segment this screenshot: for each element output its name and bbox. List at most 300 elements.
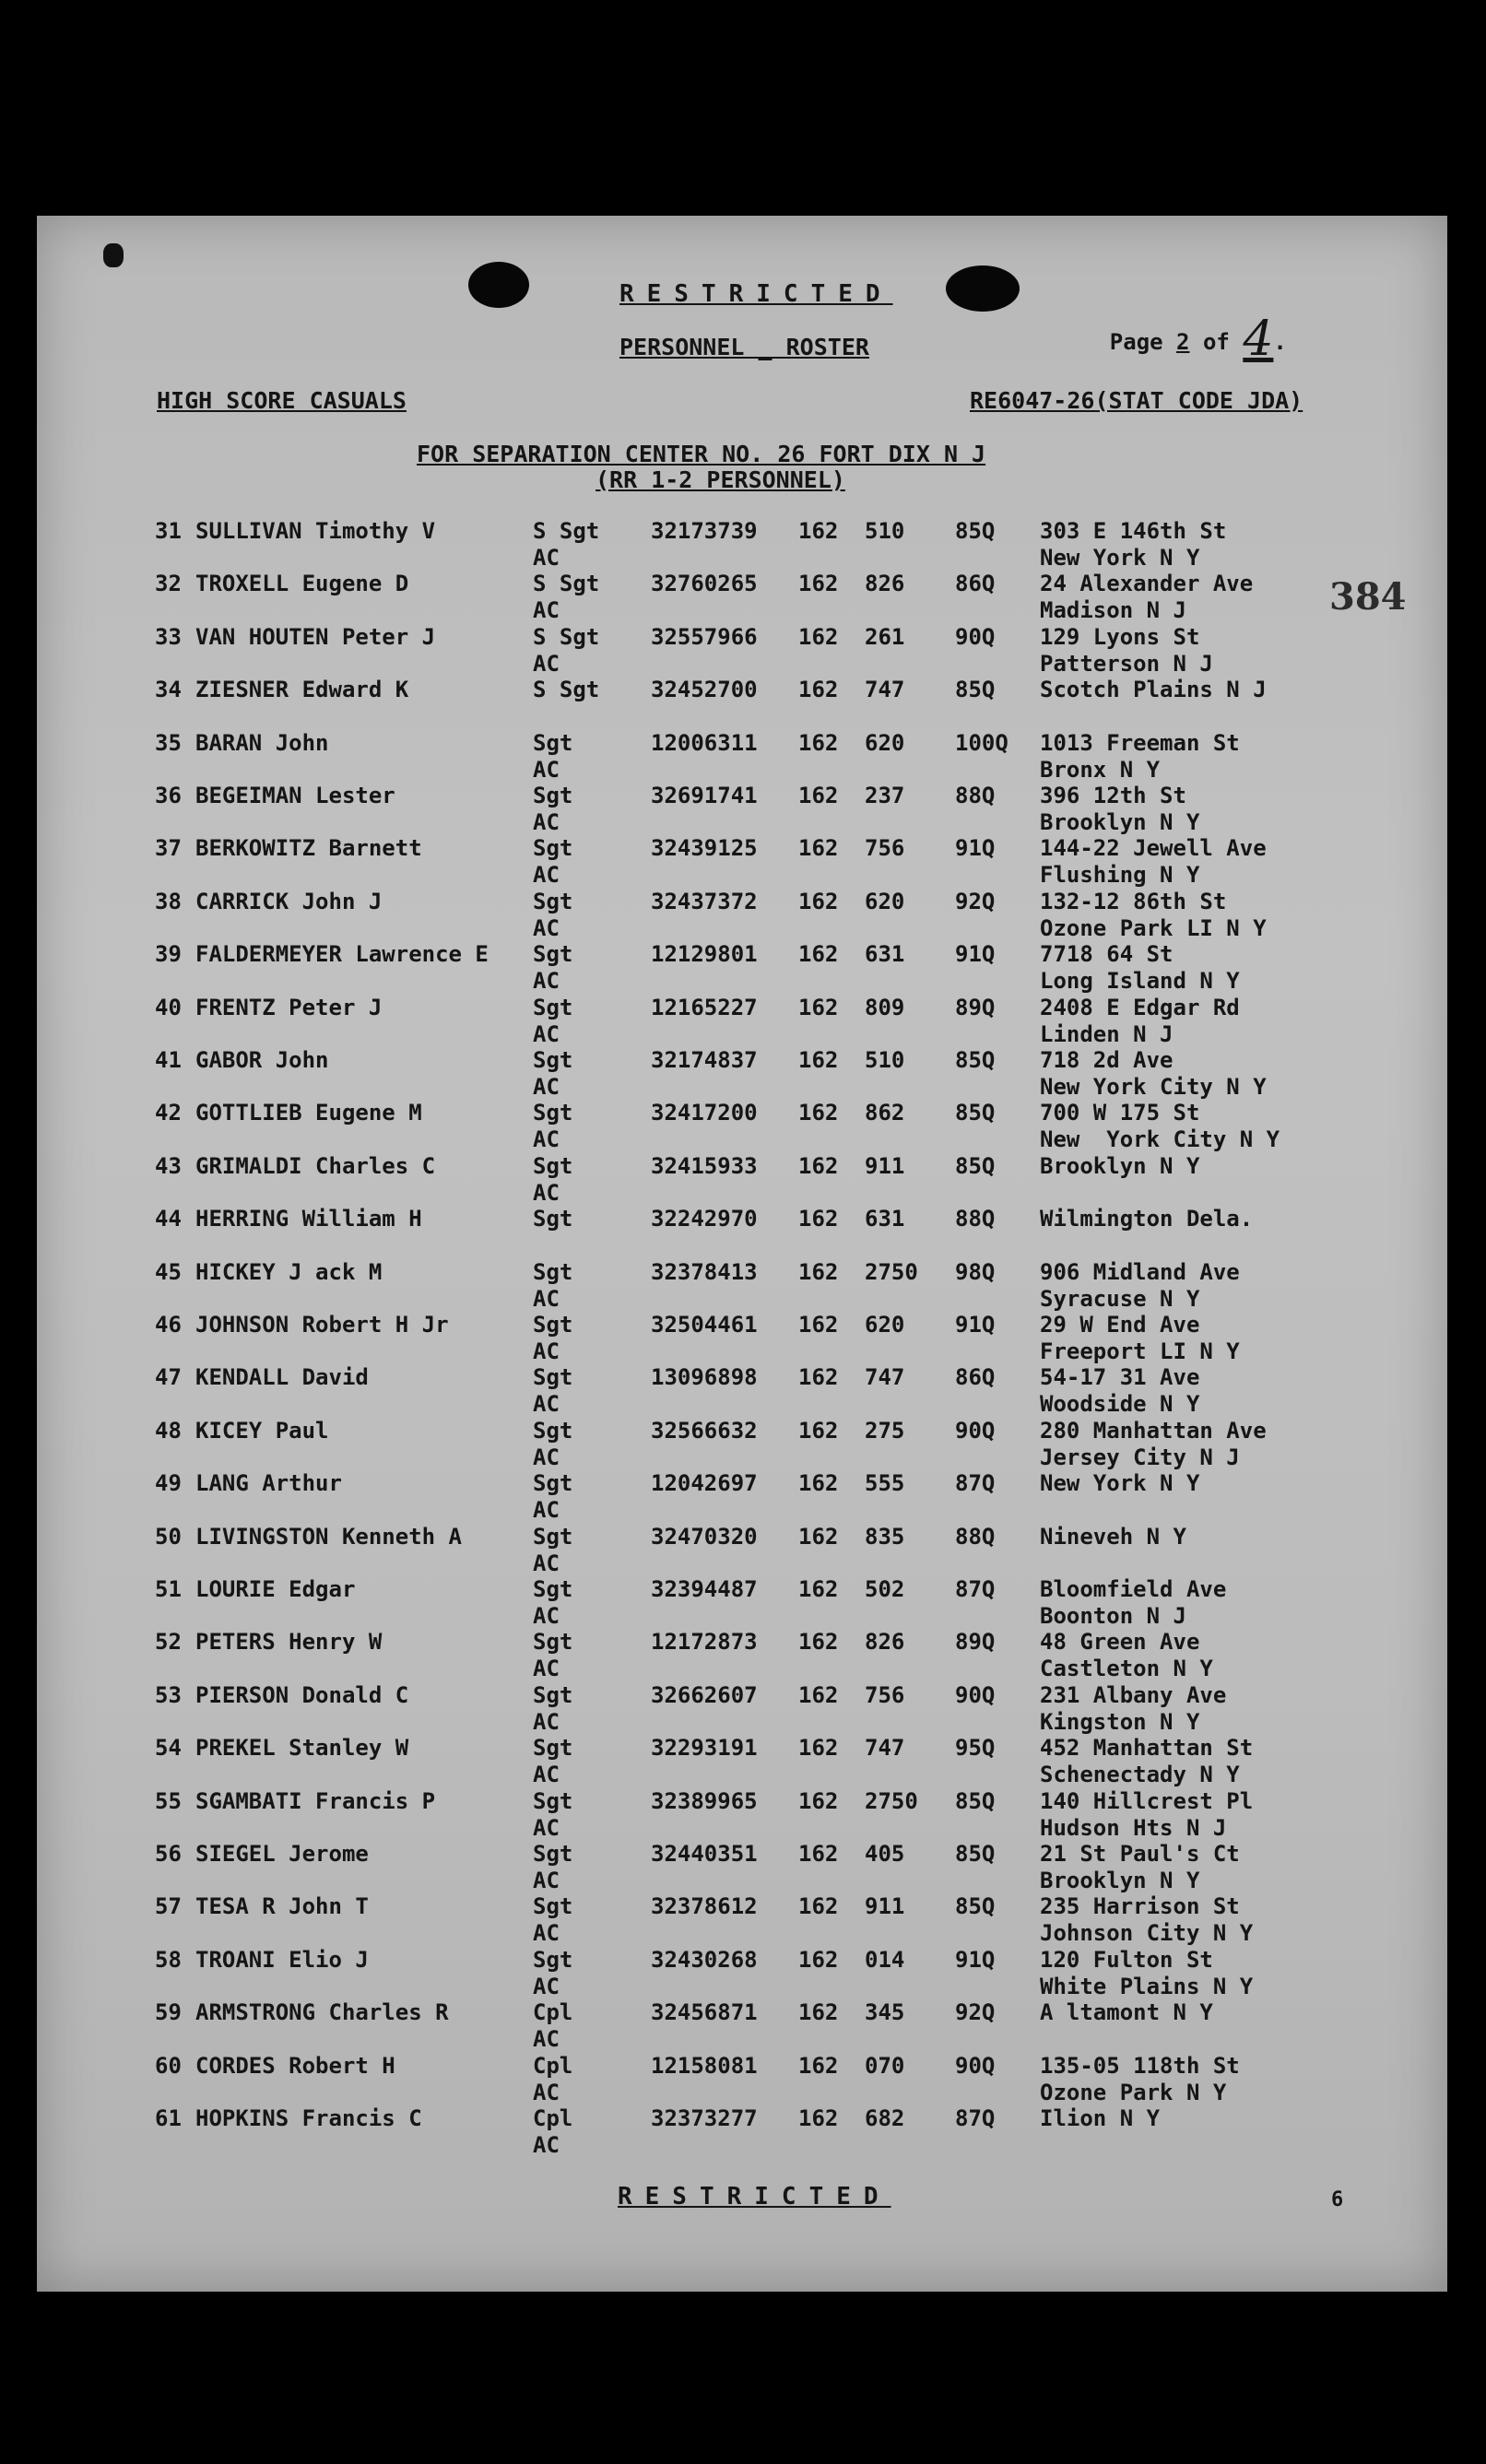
address-line-1: 231 Albany Ave [1040,1681,1227,1708]
row-number: 52 [155,1629,182,1656]
soldier-name: HICKEY J ack M [195,1258,383,1285]
row-number: 31 [155,518,182,544]
soldier-name: ARMSTRONG Charles R [195,1999,449,2026]
serial-number: 32394487 [651,1576,758,1602]
branch: AC [533,1338,560,1364]
row-number: 50 [155,1523,182,1550]
address-line-1: 700 W 175 St [1040,1100,1200,1126]
serial-number: 32557966 [651,623,758,650]
table-row [37,624,1447,677]
code-b: 555 [865,1470,905,1497]
serial-number: 32174837 [651,1047,758,1073]
soldier-name: SGAMBATI Francis P [195,1787,436,1814]
grade: Cpl [533,1999,573,2026]
address-line-1: Ilion N Y [1040,2105,1161,2131]
code-b: 237 [865,783,905,808]
table-row [37,1312,1447,1364]
score: 86Q [955,571,996,597]
score: 92Q [955,888,996,914]
grade: Sgt [533,1364,573,1391]
serial-number: 32378612 [651,1893,758,1920]
grade: Sgt [533,888,573,914]
table-row [37,1893,1447,1946]
serial-number: 32173739 [651,518,758,544]
address-line-1: Scotch Plains N J [1040,677,1267,703]
table-row [37,1841,1447,1893]
row-number: 49 [155,1470,182,1497]
row-number: 35 [155,729,182,756]
serial-number: 32293191 [651,1735,758,1762]
score: 90Q [955,1681,996,1708]
score: 85Q [955,1841,996,1867]
code-b: 756 [865,835,905,862]
score: 91Q [955,835,996,862]
group-name: HIGH SCORE CASUALS [157,387,407,414]
address-line-2: Johnson City N Y [1040,1920,1254,1947]
serial-number: 32430268 [651,1946,758,1973]
code-a: 162 [798,1787,839,1814]
serial-number: 12129801 [651,941,758,968]
score: 88Q [955,1523,996,1550]
row-number: 54 [155,1735,182,1762]
table-row [37,1947,1447,1999]
code-b: 826 [865,571,905,597]
address-line-2: Kingston N Y [1040,1708,1200,1735]
score: 91Q [955,1312,996,1338]
row-number: 39 [155,941,182,968]
row-number: 51 [155,1576,182,1602]
row-number: 36 [155,783,182,808]
table-row [37,1259,1447,1312]
score: 85Q [955,1893,996,1920]
code-b: 014 [865,1946,905,1973]
serial-number: 12172873 [651,1629,758,1656]
address-line-2: Flushing N Y [1040,862,1200,889]
soldier-name: ZIESNER Edward K [195,677,409,703]
address-line-1: 906 Midland Ave [1040,1258,1240,1285]
branch: AC [533,1920,560,1947]
address-line-1: 396 12th St [1040,783,1186,808]
address-line-1: 452 Manhattan St [1040,1735,1254,1762]
code-b: 911 [865,1893,905,1920]
address-line-1: 21 St Paul's Ct [1040,1841,1240,1867]
address-line-2: New York N Y [1040,545,1200,571]
score: 89Q [955,1629,996,1656]
code-b: 620 [865,888,905,914]
branch: AC [533,650,560,677]
personnel-subtitle: (RR 1-2 PERSONNEL) [596,466,845,493]
row-number: 33 [155,623,182,650]
code-a: 162 [798,1841,839,1867]
table-row [37,1364,1447,1417]
address-line-1: 132-12 86th St [1040,888,1227,914]
code-a: 162 [798,1152,839,1179]
row-number: 46 [155,1312,182,1338]
soldier-name: LOURIE Edgar [195,1576,356,1602]
grade: Sgt [533,1100,573,1126]
grade: Sgt [533,994,573,1020]
soldier-name: BEGEIMAN Lester [195,783,395,808]
code-a: 162 [798,1999,839,2026]
address-line-2: White Plains N Y [1040,1973,1254,1999]
roster-title: PERSONNEL _ ROSTER [619,334,869,360]
grade: Sgt [533,1152,573,1179]
soldier-name: SULLIVAN Timothy V [195,518,436,544]
score: 85Q [955,1100,996,1126]
serial-number: 32566632 [651,1417,758,1444]
grade: Sgt [533,1629,573,1656]
grade: Sgt [533,729,573,756]
branch: AC [533,1603,560,1629]
code-b: 911 [865,1152,905,1179]
address-line-1: 2408 E Edgar Rd [1040,994,1240,1020]
reference-code: RE6047-26(STAT CODE JDA) [970,387,1303,414]
row-number: 43 [155,1152,182,1179]
code-b: 275 [865,1417,905,1444]
table-row [37,835,1447,888]
soldier-name: HOPKINS Francis C [195,2105,422,2131]
branch: AC [533,756,560,783]
page-label: Page [1109,329,1163,355]
grade: Sgt [533,1576,573,1602]
score: 85Q [955,1152,996,1179]
grade: S Sgt [533,518,600,544]
address-line-2: Long Island N Y [1040,968,1240,995]
code-b: 510 [865,1047,905,1073]
row-number: 42 [155,1100,182,1126]
row-number: 32 [155,571,182,597]
code-a: 162 [798,571,839,597]
grade: Cpl [533,2105,573,2131]
address-line-1: New York N Y [1040,1470,1200,1497]
soldier-name: PETERS Henry W [195,1629,383,1656]
grade: Sgt [533,1047,573,1073]
code-a: 162 [798,1576,839,1602]
footer-mark: 6 [1331,2188,1344,2211]
code-b: 747 [865,1364,905,1391]
branch: AC [533,1074,560,1100]
branch: AC [533,862,560,889]
address-line-1: 120 Fulton St [1040,1946,1213,1973]
table-row [37,518,1447,571]
serial-number: 12165227 [651,994,758,1020]
code-a: 162 [798,1312,839,1338]
grade: Sgt [533,1841,573,1867]
serial-number: 32452700 [651,677,758,703]
address-line-2: Ozone Park LI N Y [1040,914,1267,941]
grade: Cpl [533,2052,573,2079]
code-a: 162 [798,1523,839,1550]
branch: AC [533,1020,560,1047]
table-row [37,1524,1447,1576]
table-row [37,1206,1447,1258]
code-b: 620 [865,1312,905,1338]
address-line-2: Woodside N Y [1040,1391,1200,1418]
address-line-1: 135-05 118th St [1040,2052,1240,2079]
code-a: 162 [798,2052,839,2079]
soldier-name: BARAN John [195,729,329,756]
code-a: 162 [798,1206,839,1232]
table-row [37,2053,1447,2105]
document-page [37,216,1447,2292]
grade: Sgt [533,783,573,808]
row-number: 60 [155,2052,182,2079]
address-line-1: 7718 64 St [1040,941,1173,968]
serial-number: 32378413 [651,1258,758,1285]
table-row [37,1470,1447,1523]
soldier-name: FRENTZ Peter J [195,994,383,1020]
serial-number: 32437372 [651,888,758,914]
address-line-1: 54-17 31 Ave [1040,1364,1200,1391]
address-line-2: Boonton N J [1040,1603,1186,1629]
soldier-name: TROXELL Eugene D [195,571,409,597]
address-line-1: 48 Green Ave [1040,1629,1200,1656]
branch: AC [533,1497,560,1524]
score: 85Q [955,677,996,703]
address-line-2: Brooklyn N Y [1040,809,1200,835]
code-a: 162 [798,1364,839,1391]
serial-number: 12158081 [651,2052,758,2079]
score: 87Q [955,1576,996,1602]
soldier-name: PREKEL Stanley W [195,1735,409,1762]
code-b: 620 [865,729,905,756]
ink-speck [103,243,124,267]
score: 89Q [955,994,996,1020]
table-row [37,995,1447,1047]
row-number: 41 [155,1047,182,1073]
address-line-1: 140 Hillcrest Pl [1040,1787,1254,1814]
score: 85Q [955,518,996,544]
table-row [37,1576,1447,1629]
branch: AC [533,809,560,835]
score: 90Q [955,623,996,650]
address-line-2: Bronx N Y [1040,756,1161,783]
address-line-2: Brooklyn N Y [1040,1868,1200,1893]
soldier-name: PIERSON Donald C [195,1681,409,1708]
table-row [37,1418,1447,1470]
branch: AC [533,2079,560,2105]
score: 100Q [955,729,1008,756]
restricted-header: RESTRICTED [619,280,893,308]
score: 98Q [955,1258,996,1285]
address-line-1: Bloomfield Ave [1040,1576,1227,1602]
soldier-name: FALDERMEYER Lawrence E [195,941,489,968]
address-line-1: 718 2d Ave [1040,1047,1173,1073]
grade: S Sgt [533,677,600,703]
branch: AC [533,968,560,995]
code-a: 162 [798,941,839,968]
code-b: 261 [865,623,905,650]
score: 92Q [955,1999,996,2026]
soldier-name: KENDALL David [195,1364,369,1391]
punch-hole-left [468,262,529,308]
code-a: 162 [798,2105,839,2131]
table-row [37,1629,1447,1681]
score: 90Q [955,1417,996,1444]
score: 88Q [955,783,996,808]
code-a: 162 [798,1946,839,1973]
address-line-2: Linden N J [1040,1020,1173,1047]
row-number: 53 [155,1681,182,1708]
soldier-name: TESA R John T [195,1893,369,1920]
grade: Sgt [533,1417,573,1444]
address-line-1: 1013 Freeman St [1040,729,1240,756]
code-a: 162 [798,783,839,808]
code-b: 502 [865,1576,905,1602]
code-b: 405 [865,1841,905,1867]
table-row [37,889,1447,941]
code-b: 756 [865,1681,905,1708]
serial-number: 32440351 [651,1841,758,1867]
row-number: 58 [155,1946,182,1973]
page-total: 4 [1243,312,1274,367]
code-a: 162 [798,623,839,650]
soldier-name: JOHNSON Robert H Jr [195,1312,449,1338]
serial-number: 32504461 [651,1312,758,1338]
code-a: 162 [798,1047,839,1073]
branch: AC [533,1285,560,1312]
serial-number: 32417200 [651,1100,758,1126]
score: 85Q [955,1047,996,1073]
branch: AC [533,1550,560,1576]
grade: Sgt [533,1258,573,1285]
margin-page-number: 384 [1329,575,1407,619]
table-row [37,1735,1447,1787]
address-line-2: Castleton N Y [1040,1656,1213,1682]
address-line-2: Freeport LI N Y [1040,1338,1240,1364]
serial-number: 32439125 [651,835,758,862]
grade: Sgt [533,941,573,968]
page-number: 2 [1176,329,1190,355]
address-line-2: Ozone Park N Y [1040,2079,1227,2105]
code-b: 631 [865,941,905,968]
code-a: 162 [798,729,839,756]
soldier-name: GABOR John [195,1047,329,1073]
serial-number: 13096898 [651,1364,758,1391]
serial-number: 32242970 [651,1206,758,1232]
branch: AC [533,1391,560,1418]
address-line-2: Hudson Hts N J [1040,1814,1227,1841]
code-b: 826 [865,1629,905,1656]
branch: AC [533,914,560,941]
grade: Sgt [533,1893,573,1920]
code-a: 162 [798,1681,839,1708]
destination-title: FOR SEPARATION CENTER NO. 26 FORT DIX N J [417,441,986,467]
grade: Sgt [533,1312,573,1338]
code-a: 162 [798,677,839,703]
row-number: 34 [155,677,182,703]
address-line-2: Syracuse N Y [1040,1285,1200,1312]
serial-number: 12006311 [651,729,758,756]
address-line-2: Patterson N J [1040,650,1213,677]
soldier-name: CORDES Robert H [195,2052,395,2079]
serial-number: 32373277 [651,2105,758,2131]
soldier-name: BERKOWITZ Barnett [195,835,422,862]
address-line-1: 144-22 Jewell Ave [1040,835,1267,862]
grade: Sgt [533,1735,573,1762]
table-row [37,1788,1447,1841]
address-line-1: Brooklyn N Y [1040,1152,1200,1179]
address-line-2: New York City N Y [1040,1074,1267,1100]
branch: AC [533,2026,560,2053]
address-line-2: New York City N Y [1040,1126,1280,1153]
branch: AC [533,1868,560,1893]
row-number: 44 [155,1206,182,1232]
table-row [37,1999,1447,2052]
code-a: 162 [798,994,839,1020]
soldier-name: CARRICK John J [195,888,383,914]
restricted-footer: RESTRICTED [618,2183,891,2211]
code-a: 162 [798,1735,839,1762]
table-row [37,1100,1447,1152]
code-a: 162 [798,888,839,914]
grade: Sgt [533,1470,573,1497]
row-number: 40 [155,994,182,1020]
score: 88Q [955,1206,996,1232]
score: 87Q [955,1470,996,1497]
code-b: 747 [865,1735,905,1762]
score: 86Q [955,1364,996,1391]
address-line-1: 29 W End Ave [1040,1312,1200,1338]
branch: AC [533,1708,560,1735]
table-row [37,783,1447,835]
soldier-name: GRIMALDI Charles C [195,1152,436,1179]
table-row [37,2105,1447,2158]
address-line-1: 24 Alexander Ave [1040,571,1254,597]
serial-number: 32389965 [651,1787,758,1814]
soldier-name: TROANI Elio J [195,1946,369,1973]
table-row [37,1153,1447,1206]
table-row [37,1047,1447,1100]
row-number: 59 [155,1999,182,2026]
table-row [37,571,1447,623]
branch: AC [533,1814,560,1841]
grade: S Sgt [533,571,600,597]
address-line-1: A ltamont N Y [1040,1999,1213,2026]
branch: AC [533,1179,560,1206]
branch: AC [533,545,560,571]
table-row [37,941,1447,994]
code-b: 862 [865,1100,905,1126]
branch: AC [533,1656,560,1682]
soldier-name: LANG Arthur [195,1470,342,1497]
soldier-name: VAN HOUTEN Peter J [195,623,436,650]
code-a: 162 [798,518,839,544]
serial-number: 32470320 [651,1523,758,1550]
table-row [37,677,1447,729]
code-b: 682 [865,2105,905,2131]
grade: Sgt [533,1206,573,1232]
branch: AC [533,597,560,624]
soldier-name: LIVINGSTON Kenneth A [195,1523,462,1550]
grade: Sgt [533,1523,573,1550]
score: 91Q [955,1946,996,1973]
branch: AC [533,1973,560,1999]
code-b: 345 [865,1999,905,2026]
branch: AC [533,1126,560,1153]
code-b: 631 [865,1206,905,1232]
serial-number: 32415933 [651,1152,758,1179]
grade: Sgt [533,1946,573,1973]
code-a: 162 [798,1258,839,1285]
address-line-1: 280 Manhattan Ave [1040,1417,1267,1444]
row-number: 55 [155,1787,182,1814]
address-line-1: 235 Harrison St [1040,1893,1240,1920]
serial-number: 12042697 [651,1470,758,1497]
code-b: 510 [865,518,905,544]
row-number: 38 [155,888,182,914]
address-line-1: Nineveh N Y [1040,1523,1186,1550]
